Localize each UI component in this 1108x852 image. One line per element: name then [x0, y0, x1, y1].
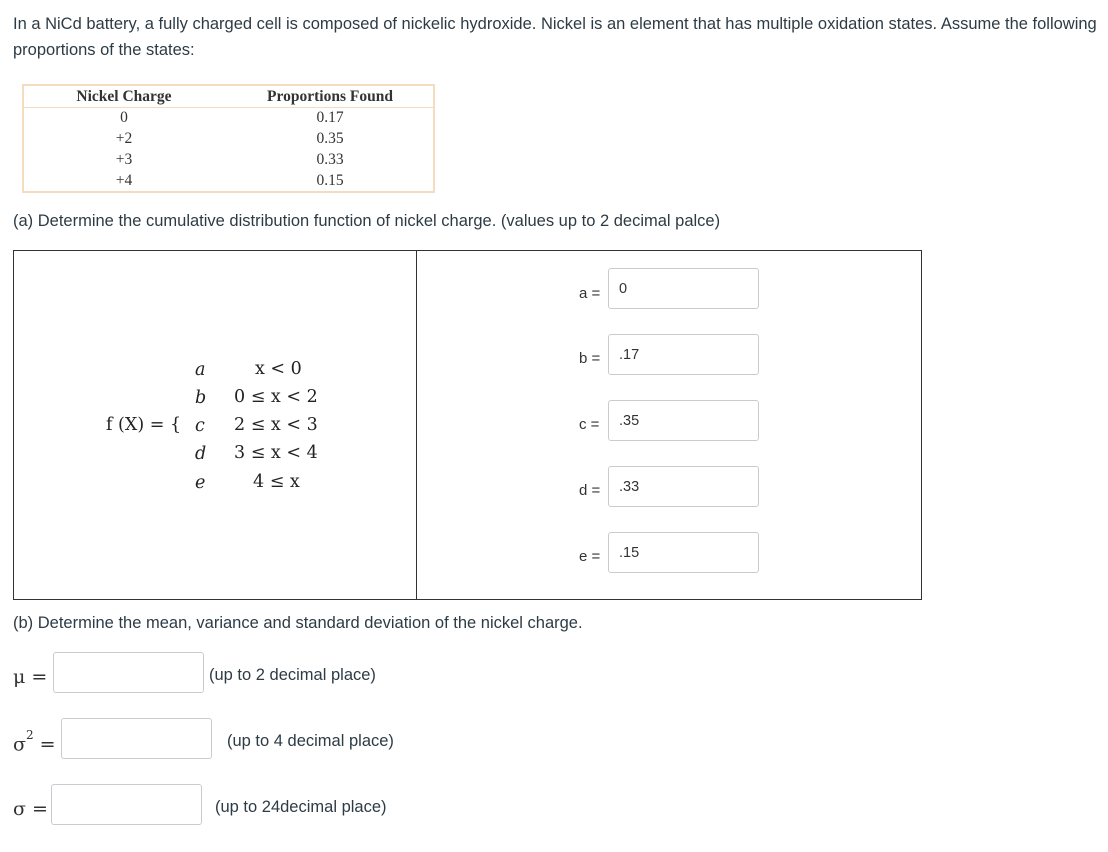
proportion-cell: 0.17 [316, 109, 344, 126]
question-part-a: (a) Determine the cumulative distribution function of nickel charge. (values up to 2 decimal palce) [13, 212, 721, 230]
variance-symbol [13, 728, 56, 756]
mean-precision-note: (up to 2 decimal place) [209, 666, 376, 684]
mu-symbol: μ = [13, 666, 48, 688]
charge-cell: +3 [115, 151, 133, 168]
answer-label-e: e = [579, 548, 601, 565]
piece-cond-d: 3 ≤ x < 4 [234, 443, 318, 463]
std-dev-input[interactable] [51, 784, 202, 825]
variance-precision-note: (up to 4 decimal place) [227, 732, 394, 750]
mean-input[interactable] [53, 652, 204, 693]
table-row [24, 150, 433, 171]
answer-input-d[interactable] [608, 466, 759, 507]
piece-var-a: a [195, 360, 206, 380]
column-divider [416, 251, 417, 599]
charge-cell: +2 [115, 130, 133, 147]
problem-intro: In a NiCd battery, a fully charged cell is composed of nickelic hydroxide. Nickel is an element that has multiple oxidation states. Assume the following proportions of the states: [13, 15, 1097, 59]
std-dev-precision-note: (up to 24decimal place) [215, 798, 387, 816]
proportions-table [22, 84, 435, 193]
piece-cond-c: 2 ≤ x < 3 [234, 415, 318, 435]
answer-label-c: c = [579, 416, 600, 433]
variance-equals: = [39, 733, 56, 756]
cdf-answer-box [13, 250, 922, 600]
piece-var-c: c [195, 416, 205, 436]
charge-cell: +4 [115, 172, 133, 189]
table-row [24, 129, 433, 150]
table-row [24, 108, 433, 129]
piece-var-d: d [195, 444, 207, 464]
header-proportions-found: Proportions Found [267, 88, 393, 105]
charge-cell: 0 [120, 109, 128, 126]
sigma-glyph: σ [13, 733, 26, 756]
answer-input-e[interactable] [608, 532, 759, 573]
piece-var-b: b [195, 388, 207, 408]
table-header [24, 86, 433, 108]
piece-cond-a: x < 0 [255, 359, 302, 379]
answer-label-a: a = [579, 285, 601, 302]
proportion-cell: 0.35 [316, 130, 344, 147]
answer-label-d: d = [579, 482, 601, 499]
variance-exponent: 2 [25, 728, 34, 742]
piece-cond-e: 4 ≤ x [253, 472, 300, 492]
question-part-b: (b) Determine the mean, variance and standard deviation of the nickel charge. [13, 614, 583, 632]
piece-var-e: e [195, 473, 206, 493]
answer-input-a[interactable] [608, 268, 759, 309]
answer-label-b: b = [579, 350, 601, 367]
answer-input-c[interactable] [608, 400, 759, 441]
proportion-cell: 0.33 [316, 151, 344, 168]
table-row [24, 171, 433, 192]
proportion-cell: 0.15 [316, 172, 344, 189]
answer-input-b[interactable] [608, 334, 759, 375]
header-nickel-charge: Nickel Charge [76, 88, 172, 105]
variance-input[interactable] [61, 718, 212, 759]
function-label: f (X) = { [106, 415, 182, 435]
piece-cond-b: 0 ≤ x < 2 [234, 387, 318, 407]
sigma-symbol: σ = [13, 798, 48, 820]
